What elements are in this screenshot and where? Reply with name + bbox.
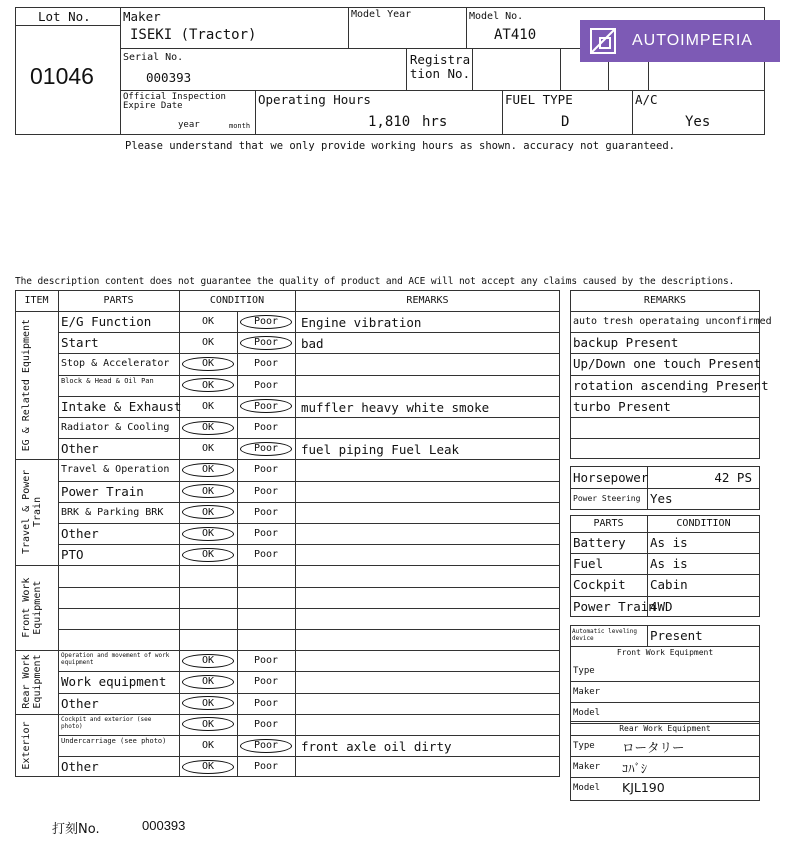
inspection-label: Official Inspection Expire Date (123, 92, 226, 111)
selected-condition-mark (182, 378, 234, 392)
power-steering-value: Yes (650, 491, 673, 506)
poor-option[interactable]: Poor (253, 506, 279, 518)
poor-option[interactable]: Poor (253, 676, 279, 688)
condition-part-label: Power Train (573, 598, 656, 614)
poor-option[interactable]: Poor (253, 655, 279, 667)
poor-option[interactable]: Poor (253, 718, 279, 730)
poor-option[interactable]: Poor (253, 337, 279, 349)
registration-label: Registration No. (409, 52, 471, 81)
poor-option[interactable]: Poor (253, 379, 279, 391)
disclaimer: The description content does not guarantee the quality of product and ACE will not accept any claims caused by the descriptions. (15, 276, 735, 287)
remark-text: bad (301, 336, 324, 352)
ok-option[interactable]: OK (201, 506, 215, 518)
part-label: Other (61, 695, 99, 711)
fuel-value: D (561, 114, 570, 130)
ok-option[interactable]: OK (201, 549, 215, 561)
side-remark-item: turbo Present (573, 398, 671, 414)
ok-option[interactable]: OK (201, 316, 215, 327)
part-label: Stop & Accelerator (61, 358, 170, 370)
stamp-value: 000393 (142, 818, 186, 833)
selected-condition-mark (182, 357, 234, 371)
group-label-front: Front Work Equipment (21, 577, 43, 638)
selected-condition-mark (182, 760, 234, 774)
ok-option[interactable]: OK (201, 464, 215, 476)
month-label: month (229, 122, 251, 130)
selected-condition-mark (240, 336, 292, 350)
ok-option[interactable]: OK (201, 379, 215, 391)
condition-part-value: Cabin (650, 577, 688, 593)
ac-label: A/C (635, 92, 658, 107)
part-label: Cockpit and exterior (see photo) (61, 715, 152, 730)
poor-option[interactable]: Poor (253, 740, 279, 751)
poor-option[interactable]: Poor (253, 464, 279, 476)
ok-option[interactable]: OK (201, 358, 215, 370)
header-remarks: REMARKS (406, 295, 449, 306)
part-label: Intake & Exhaust (61, 398, 182, 414)
poor-option[interactable]: Poor (253, 485, 279, 497)
power-steering-label: Power Steering (573, 494, 641, 503)
condition-part-value: As is (650, 535, 688, 550)
side-remarks-header: REMARKS (643, 295, 687, 306)
op-hours-label: Operating Hours (258, 92, 371, 107)
remark-text: fuel piping Fuel Leak (301, 442, 460, 458)
part-label: Start (61, 335, 99, 351)
condition-part-label: Cockpit (573, 577, 626, 593)
auto-leveling-value: Present (650, 628, 703, 643)
fuel-label: FUEL TYPE (505, 92, 573, 107)
header-item: ITEM (24, 295, 49, 306)
part-label: Operation and movement of work equipment (61, 652, 170, 667)
poor-option[interactable]: Poor (253, 422, 279, 433)
model-year-label: Model Year (351, 9, 412, 20)
side-remark-item: Up/Down one touch Present (573, 356, 762, 372)
lot-number: 01046 (30, 63, 94, 89)
selected-condition-mark (182, 654, 234, 668)
selected-condition-mark (240, 442, 292, 456)
ok-option[interactable]: OK (201, 485, 215, 497)
condition-part-value: 4WD (650, 598, 673, 614)
selected-condition-mark (182, 527, 234, 541)
condition-part-label: Battery (573, 535, 626, 550)
condition-part-value: As is (650, 556, 688, 572)
part-label: Travel & Operation (61, 464, 170, 476)
group-label-eg: EG & Related Equipment (21, 318, 32, 452)
part-label: Radiator & Cooling (61, 422, 170, 433)
ok-option[interactable]: OK (201, 422, 215, 433)
op-hours-unit: hrs (422, 114, 448, 130)
part-label: Other (61, 759, 99, 775)
part-label: Other (61, 526, 99, 541)
remark-text: Engine vibration (301, 315, 422, 330)
maker-value: ISEKI (Tractor) (130, 27, 257, 43)
header-condition: CONDITION (209, 295, 265, 306)
rear-work-title: Rear Work Equipment (619, 724, 711, 733)
side-remark-item: auto tresh operataing unconfirmed (573, 316, 772, 327)
remark-text: muffler heavy white smoke (301, 399, 490, 415)
front-work-title: Front Work Equipment (616, 648, 714, 657)
part-label: Undercarriage (see photo) (61, 737, 167, 745)
op-hours-value: 1,810 (368, 114, 411, 130)
ok-option[interactable]: OK (201, 655, 215, 667)
ok-option[interactable]: OK (201, 528, 215, 539)
rear-work-row-value: ｺﾊﾞｼ (622, 761, 648, 777)
horsepower-value: 42 PS (714, 470, 752, 485)
serial-value: 000393 (146, 70, 192, 85)
selected-condition-mark (240, 739, 292, 753)
rear-work-row-label: Model (573, 783, 601, 794)
part-label: BRK & Parking BRK (61, 506, 164, 518)
year-label: year (178, 120, 200, 130)
stamp-label: 打刻No. (52, 822, 100, 837)
poor-option[interactable]: Poor (253, 400, 279, 412)
front-work-row-label: Maker (573, 687, 601, 698)
side-condition-header: CONDITION (676, 518, 731, 529)
poor-option[interactable]: Poor (253, 316, 279, 327)
poor-option[interactable]: Poor (253, 697, 279, 709)
ok-option[interactable]: OK (201, 718, 215, 730)
poor-option[interactable]: Poor (253, 549, 279, 561)
selected-condition-mark (182, 696, 234, 710)
part-label: Block & Head & Oil Pan (61, 376, 154, 385)
selected-condition-mark (182, 421, 234, 435)
group-label-exterior: Exterior (21, 721, 32, 770)
remark-text: front axle oil dirty (301, 739, 452, 754)
logo-text: AUTOIMPERIA (632, 32, 753, 49)
poor-option[interactable]: Poor (253, 528, 279, 539)
selected-condition-mark (182, 484, 234, 498)
condition-part-label: Fuel (573, 556, 604, 572)
part-label: PTO (61, 547, 84, 563)
rear-work-row-value: ロータリー (622, 740, 685, 755)
logo-mark-icon (586, 24, 620, 58)
ok-option[interactable]: OK (201, 676, 215, 688)
front-work-row-label: Model (573, 708, 601, 719)
selected-condition-mark (182, 548, 234, 562)
maker-label: Maker (123, 9, 161, 24)
selected-condition-mark (240, 315, 292, 329)
model-no-value: AT410 (494, 27, 537, 43)
group-label-travel: Travel & Power Train (21, 470, 43, 555)
poor-option[interactable]: Poor (253, 358, 279, 370)
ok-option[interactable]: OK (201, 761, 215, 773)
ok-option[interactable]: OK (201, 443, 215, 455)
part-label: Other (61, 441, 99, 457)
model-no-label: Model No. (469, 11, 524, 22)
part-label: Power Train (61, 483, 144, 499)
rear-work-row-label: Maker (573, 762, 601, 773)
selected-condition-mark (182, 463, 234, 477)
selected-condition-mark (182, 675, 234, 689)
lot-label: Lot No. (38, 9, 91, 24)
ok-option[interactable]: OK (201, 740, 215, 751)
poor-option[interactable]: Poor (253, 443, 279, 455)
group-label-rear: Rear Work Equipment (21, 654, 43, 710)
front-work-row-label: Type (573, 666, 595, 676)
side-remark-item: rotation ascending Present (573, 377, 769, 393)
ok-option[interactable]: OK (201, 697, 215, 709)
horsepower-label: Horsepower (573, 470, 649, 485)
side-remark-item: backup Present (573, 335, 679, 351)
brand-logo (580, 20, 780, 62)
serial-label: Serial No. (123, 52, 184, 63)
ok-option[interactable]: OK (201, 400, 215, 412)
auto-leveling-label: Automatic leveling device (572, 628, 638, 642)
ok-option[interactable]: OK (201, 337, 215, 349)
part-label: Work equipment (61, 674, 167, 690)
hours-note: Please understand that we only provide working hours as shown. accuracy not guaranteed. (125, 140, 675, 152)
rear-work-row-value: KJL190 (622, 780, 665, 796)
side-parts-header: PARTS (593, 518, 624, 529)
part-label: E/G Function (61, 314, 152, 329)
ac-value: Yes (685, 114, 711, 130)
poor-option[interactable]: Poor (253, 761, 279, 773)
rear-work-row-label: Type (573, 741, 595, 751)
header-parts: PARTS (103, 295, 134, 306)
